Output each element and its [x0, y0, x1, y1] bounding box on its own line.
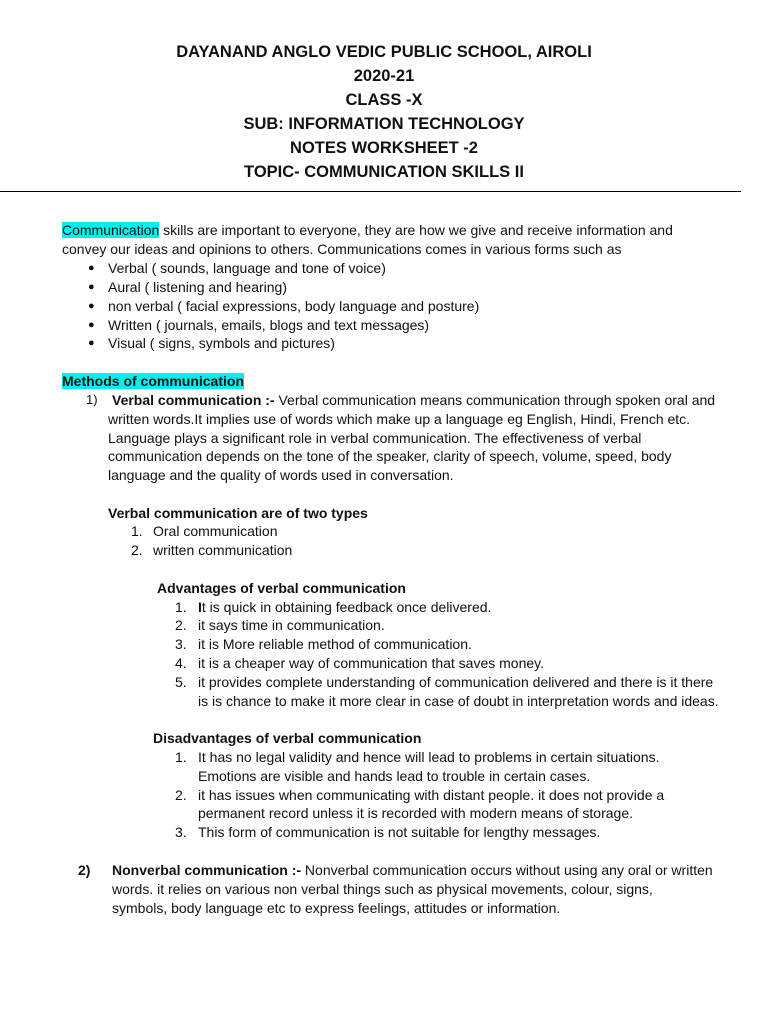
list-item: This form of communication is not suitable for lengthy messages. [198, 824, 601, 840]
bullet-icon: ● [88, 319, 95, 331]
subject-label: SUB: INFORMATION TECHNOLOGY [243, 115, 525, 133]
list-number: 3. [175, 636, 187, 652]
list-item-continuation: Emotions are visible and hands lead to trouble in certain cases. [198, 768, 591, 784]
verbal-line-1: Verbal communication :- Verbal communication means communication through spoken oral and [112, 392, 716, 408]
intro-line-1: Communication skills are important to everyone, they are how we give and receive information and [62, 222, 673, 238]
document-header [0, 40, 768, 184]
list-item: Written ( journals, emails, blogs and text messages) [108, 317, 430, 333]
worksheet-label: NOTES WORKSHEET -2 [290, 139, 478, 157]
list-item: written communication [153, 542, 293, 558]
list-item: non verbal ( facial expressions, body language and posture) [108, 298, 480, 314]
verbal-line-2: written words.It implies use of words which make up a language eg English, Hindi, French etc. [108, 411, 691, 427]
list-number: 5. [175, 674, 187, 690]
verbal-line-3: Language plays a significant role in verbal communication. The effectiveness of verbal [108, 430, 642, 446]
disadvantages-heading: Disadvantages of verbal communication [153, 730, 422, 746]
list-number: 1. [175, 749, 187, 765]
list-item: it is More reliable method of communication. [198, 636, 472, 652]
list-number: 1. [131, 523, 143, 539]
list-number: 1. [175, 599, 187, 615]
list-item: It has no legal validity and hence will lead to problems in certain situations. [198, 749, 660, 765]
nonverbal-line-2: words. it relies on various non verbal things such as physical movements, colour, signs, [112, 881, 653, 897]
advantages-heading: Advantages of verbal communication [157, 580, 406, 596]
verbal-line-5: language and the quality of words used in conversation. [108, 467, 454, 483]
nonverbal-line-3: symbols, body language etc to express feelings, attitudes or information. [112, 900, 561, 916]
nonverbal-title: Nonverbal communication :- [112, 862, 302, 878]
class-label: CLASS -X [345, 91, 423, 109]
list-item: Verbal ( sounds, language and tone of voice) [108, 260, 386, 276]
methods-heading: Methods of communication [62, 373, 244, 389]
list-number: 2. [175, 787, 187, 803]
verbal-number: 1) [86, 392, 98, 407]
intro-line-2: convey our ideas and opinions to others. Communications comes in various forms such as [62, 241, 622, 257]
list-item: it says time in communication. [198, 617, 385, 633]
academic-year: 2020-21 [353, 67, 415, 85]
school-name: DAYANAND ANGLO VEDIC PUBLIC SCHOOL, AIROLI [176, 43, 592, 61]
verbal-line-4: communication depends on the tone of the speaker, clarity of speech, volume, speed, body [108, 448, 672, 464]
list-item: Aural ( listening and hearing) [108, 279, 287, 295]
list-item: Oral communication [153, 523, 278, 539]
verbal-title: Verbal communication :- [112, 392, 275, 408]
list-number: 3. [175, 824, 187, 840]
communication-highlight: Communication [62, 222, 160, 238]
nonverbal-number: 2) [78, 862, 91, 878]
list-item: It is quick in obtaining feedback once delivered. [198, 599, 492, 615]
bullet-icon: ● [88, 262, 95, 274]
list-item: it provides complete understanding of communication delivered and there is it there [198, 674, 714, 690]
list-item: it is a cheaper way of communication that saves money. [198, 655, 545, 671]
list-number: 2. [175, 617, 187, 633]
bullet-icon: ● [88, 300, 95, 312]
bullet-icon: ● [88, 337, 95, 349]
header-divider [0, 191, 741, 192]
list-number: 4. [175, 655, 187, 671]
list-item-continuation: permanent record unless it is recorded with modern means of storage. [198, 805, 633, 821]
types-heading: Verbal communication are of two types [108, 505, 368, 521]
topic-label: TOPIC- COMMUNICATION SKILLS II [244, 163, 524, 181]
list-number: 2. [131, 542, 143, 558]
list-item: it has issues when communicating with distant people. it does not provide a [198, 787, 665, 803]
bullet-icon: ● [88, 281, 95, 293]
list-item-continuation: is is chance to make it more clear in case of doubt in interpretation words and ideas. [198, 693, 719, 709]
nonverbal-line-1: Nonverbal communication :- Nonverbal communication occurs without using any oral or written [112, 862, 713, 878]
list-item: Visual ( signs, symbols and pictures) [108, 335, 335, 351]
